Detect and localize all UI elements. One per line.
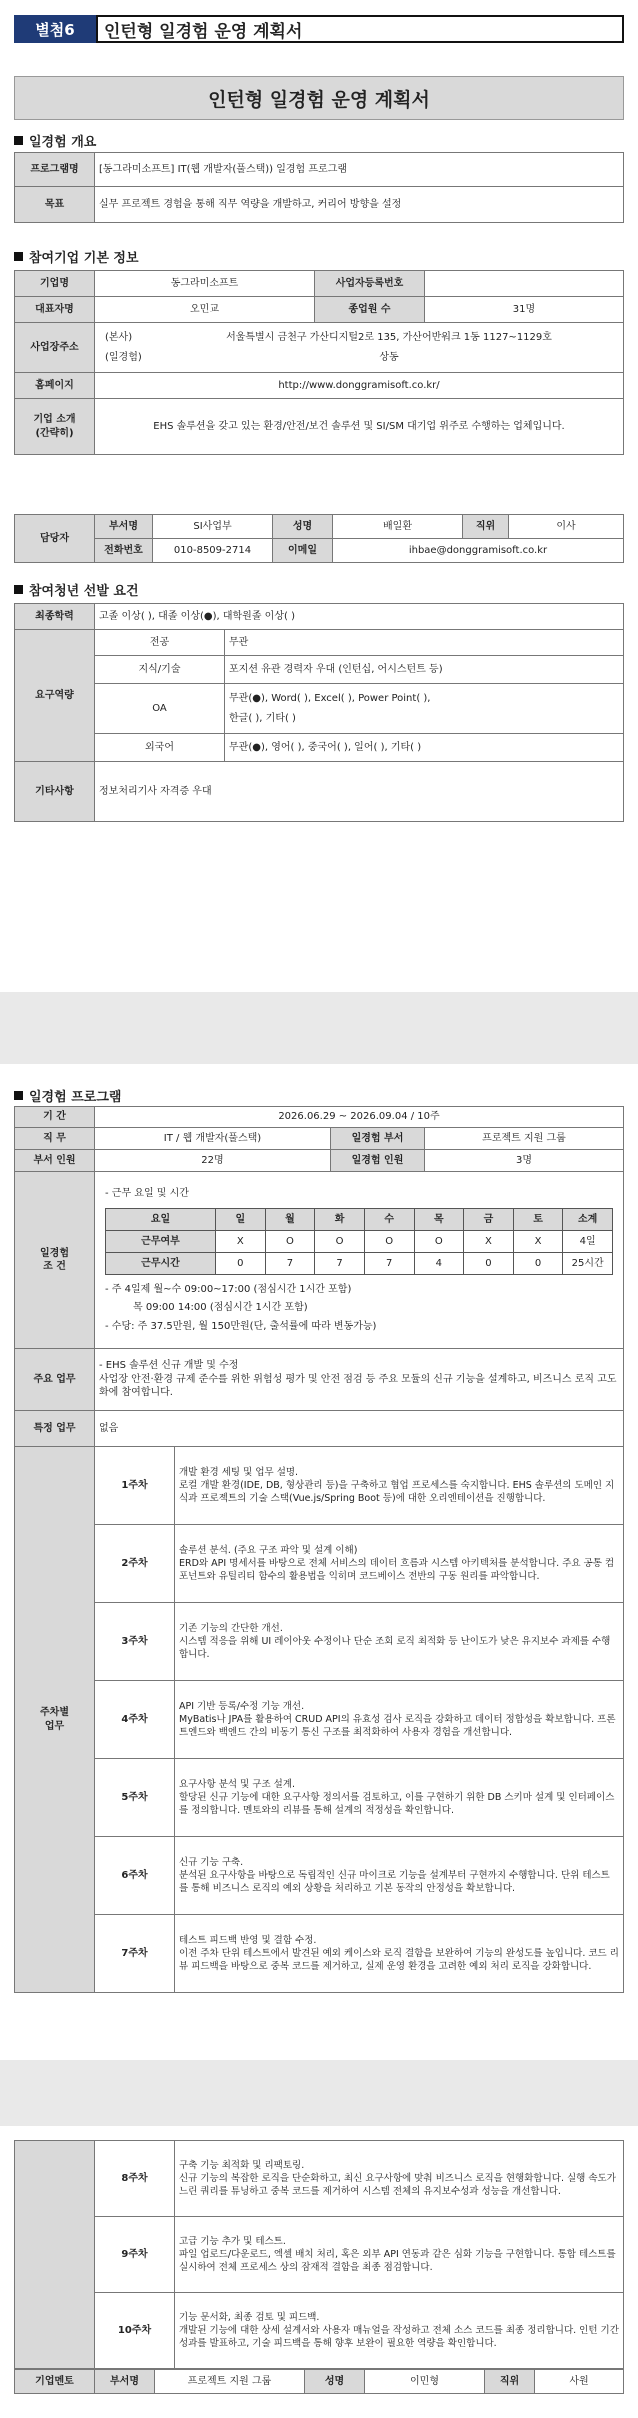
address-value: [95, 323, 624, 373]
condition-label: 일경험 조 건: [15, 1172, 95, 1349]
bizno-label: 사업자등록번호: [315, 271, 425, 297]
schedule-cell: X: [216, 1231, 266, 1253]
job-label: 직 무: [15, 1128, 95, 1150]
week-label: 1주차: [95, 1447, 175, 1525]
schedule-cell: O: [265, 1231, 315, 1253]
mentor-table: [14, 2369, 624, 2394]
week-label: 7주차: [95, 1915, 175, 1993]
staff-value: 22명: [95, 1150, 331, 1172]
page-gap: [0, 2060, 638, 2126]
condition-title: - 근무 요일 및 시간: [105, 1187, 189, 1199]
intro-value: EHS 솔루션을 갖고 있는 환경/안전/보건 솔루션 및 SI/SM 대기업 위주로 수행하는 업체입니다.: [95, 399, 624, 455]
ceo-label: 대표자명: [15, 297, 95, 323]
oa-value-line-1: 무관(●), Word( ), Excel( ), Power Point( ),: [229, 693, 431, 704]
bizno-value: [425, 271, 624, 297]
address-work-tag: (일경험): [105, 351, 142, 363]
email-label: 이메일: [273, 539, 333, 563]
section-heading-overview: [14, 131, 96, 150]
requirements-table: [14, 603, 624, 822]
trainee-label: 일경험 인원: [331, 1150, 425, 1172]
section-heading-company: [14, 247, 139, 266]
schedule-header-cell: 월: [265, 1209, 315, 1231]
position-value: 이사: [509, 515, 624, 539]
schedule-cell: 0: [464, 1253, 514, 1275]
square-bullet-icon: [14, 585, 23, 594]
ceo-value: 오민교: [95, 297, 315, 323]
address-main-value: 서울특별시 금천구 가산디지털2로 135, 가산어반워크 1동 1127~1129호: [226, 332, 552, 343]
condition-line-2: 목 09:00 14:00 (점심시간 1시간 포함): [133, 1301, 308, 1313]
schedule-cell: 7: [364, 1253, 414, 1275]
schedule-header-cell: 소계: [563, 1209, 613, 1231]
weekly-table-2: [14, 2140, 624, 2394]
week-text: 개발 환경 세팅 및 업무 설명. 로컬 개발 환경(IDE, DB, 형상관리 등)을 구축하고 협업 프로세스를 숙지합니다. EHS 솔루션의 도메인 지식과 프로젝트의 기술 스택(Vue.js/Spring Boot 등)에 대한 오리엔테이션을 진행합니다.: [175, 1447, 624, 1525]
week-label: 4주차: [95, 1681, 175, 1759]
tel-label: 전화번호: [95, 539, 153, 563]
contact-table: [14, 514, 624, 563]
goal-value: 실무 프로젝트 경험을 통해 직무 역량을 개발하고, 커리어 방향을 설정: [95, 187, 624, 223]
staff-label: 부서 인원: [15, 1150, 95, 1172]
schedule-cell: 7: [315, 1253, 365, 1275]
schedule-row-label: 근무시간: [106, 1253, 216, 1275]
email-value[interactable]: ihbae@donggramisoft.co.kr: [333, 539, 624, 563]
mentor-label: 기업멘토: [15, 2370, 95, 2394]
education-label: 최종학력: [15, 604, 95, 630]
week-label: 9주차: [95, 2217, 175, 2293]
contact-label: 담당자: [15, 515, 95, 563]
schedule-header-cell: 화: [315, 1209, 365, 1231]
work-dept-label: 일경험 부서: [331, 1128, 425, 1150]
schedule-header-cell: 수: [364, 1209, 414, 1231]
schedule-header-row: [106, 1209, 613, 1231]
schedule-cell: O: [364, 1231, 414, 1253]
duty-line-1: - EHS 솔루션 신규 개발 및 수정: [99, 1360, 239, 1372]
dept-value: SI사업부: [153, 515, 273, 539]
square-bullet-icon: [14, 252, 23, 261]
week-text: 신규 기능 구축. 분석된 요구사항을 바탕으로 독립적인 신규 마이크로 기능을 설계부터 구현까지 수행합니다. 단위 테스트를 통해 비즈니스 로직의 예외 상황을 처리하고 기본 동작의 안정성을 확보합니다.: [175, 1837, 624, 1915]
homepage-link[interactable]: http://www.donggramisoft.co.kr/: [95, 373, 624, 399]
week-text: 요구사항 분석 및 구조 설계. 할당된 신규 기능에 대한 요구사항 정의서를 검토하고, 이를 구현하기 위한 DB 스키마 설계 및 인터페이스를 정의합니다. 멘토와의 리뷰를 통해 설계의 적정성을 확인합니다.: [175, 1759, 624, 1837]
section-title: 참여청년 선발 요건: [29, 584, 139, 599]
schedule-cell: 4일: [563, 1231, 613, 1253]
schedule-cell: 25시간: [563, 1253, 613, 1275]
skill-label: 지식/기술: [95, 656, 225, 684]
program-table: [14, 1106, 624, 1447]
week-text: 고급 기능 추가 및 테스트. 파일 업로드/다운로드, 엑셀 배치 처리, 혹은 외부 API 연동과 같은 심화 기능을 구현합니다. 통합 테스트를 실시하여 전체 프로세스 상의 잠재적 결함을 최종 점검합니다.: [175, 2217, 624, 2293]
week-text: API 기반 등록/수정 기능 개선. MyBatis나 JPA를 활용하여 CRUD API의 유효성 검사 로직을 강화하고 데이터 정합성을 확보합니다. 프론트엔드와 백엔드 간의 비동기 통신 구조를 최적화하여 사용자 경험을 개선합니다.: [175, 1681, 624, 1759]
schedule-cell: O: [315, 1231, 365, 1253]
page-3: [0, 2126, 638, 2418]
week-label: 5주차: [95, 1759, 175, 1837]
week-text: 기존 기능의 간단한 개선. 시스템 적응을 위해 UI 레이아웃 수정이나 단순 조회 로직 최적화 등 난이도가 낮은 유지보수 과제를 수행합니다.: [175, 1603, 624, 1681]
page-1: [0, 0, 638, 992]
schedule-cell: O: [414, 1231, 464, 1253]
company-table: [14, 270, 624, 455]
schedule-cell: X: [513, 1231, 563, 1253]
education-value: 고졸 이상( ), 대졸 이상(●), 대학원졸 이상( ): [95, 604, 624, 630]
section-heading-requirements: [14, 580, 139, 599]
homepage-label: 홈페이지: [15, 373, 95, 399]
address-work-value: 상동: [379, 351, 399, 363]
weekly-table-1: [14, 1446, 624, 1993]
mentor-dept-value: 프로젝트 지원 그룹: [155, 2370, 305, 2394]
schedule-cell: 0: [513, 1253, 563, 1275]
schedule-header-cell: 목: [414, 1209, 464, 1231]
duty-value: [95, 1349, 624, 1411]
week-label: 3주차: [95, 1603, 175, 1681]
work-dept-value: 프로젝트 지원 그룹: [425, 1128, 624, 1150]
attachment-badge: 별첨6: [14, 15, 96, 43]
square-bullet-icon: [14, 1091, 23, 1100]
schedule-row: [106, 1231, 613, 1253]
section-title: 일경험 프로그램: [29, 1090, 122, 1105]
position-label: 직위: [463, 515, 509, 539]
week-text: 테스트 피드백 반영 및 결함 수정. 이전 주차 단위 테스트에서 발견된 예외 케이스와 로직 결함을 보완하여 기능의 완성도를 높입니다. 코드 리뷰 피드백을 바탕으로 중복 코드를 제거하고, 실제 운영 환경을 고려한 예외 처리 로직을 강화합니다.: [175, 1915, 624, 1993]
job-value: IT / 웹 개발자(풀스택): [95, 1128, 331, 1150]
address-label: 사업장주소: [15, 323, 95, 373]
language-label: 외국어: [95, 734, 225, 762]
mentor-name-label: 성명: [305, 2370, 365, 2394]
period-label: 기 간: [15, 1107, 95, 1128]
square-bullet-icon: [14, 136, 23, 145]
address-main-tag: (본사): [105, 332, 133, 343]
employees-label: 종업원 수: [315, 297, 425, 323]
schedule-cell: 4: [414, 1253, 464, 1275]
major-value: 무관: [225, 630, 624, 656]
ability-label: 요구역량: [15, 630, 95, 762]
intro-label: 기업 소개 (간략히): [15, 399, 95, 455]
goal-label: 목표: [15, 187, 95, 223]
week-text: 기능 문서화, 최종 검토 및 피드백. 개발된 기능에 대한 상세 설계서와 사용자 매뉴얼을 작성하고 전체 소스 코드를 최종 정리합니다. 인턴 기간 성과를 발표하고, 기술 피드백을 통해 향후 보완이 필요한 역량을 확인합니다.: [175, 2293, 624, 2369]
condition-line-3: - 수당: 주 37.5만원, 월 150만원(단, 출석률에 따라 변동가능): [105, 1321, 377, 1332]
person-name-value: 배일환: [333, 515, 463, 539]
etc-label: 기타사항: [15, 762, 95, 822]
language-value: 무관(●), 영어( ), 중국어( ), 일어( ), 기타( ): [225, 734, 624, 762]
weekly-label-continued: [15, 2141, 95, 2369]
special-duty-value: 없음: [95, 1411, 624, 1447]
schedule-row: [106, 1253, 613, 1275]
mentor-position-value: 사원: [535, 2370, 624, 2394]
schedule-cell: 7: [265, 1253, 315, 1275]
program-name-value: [동그라미소프트] IT(웹 개발자(풀스택)) 일경험 프로그램: [95, 153, 624, 187]
oa-label: OA: [95, 684, 225, 734]
company-name-label: 기업명: [15, 271, 95, 297]
schedule-cell: X: [464, 1231, 514, 1253]
duty-label: 주요 업무: [15, 1349, 95, 1411]
page-banner: 인턴형 일경험 운영 계획서: [14, 76, 624, 120]
mentor-name-value: 이민형: [365, 2370, 485, 2394]
dept-label: 부서명: [95, 515, 153, 539]
company-name-value: 동그라미소프트: [95, 271, 315, 297]
week-label: 2주차: [95, 1525, 175, 1603]
condition-content: [95, 1172, 624, 1349]
condition-line-1: - 주 4일제 월~수 09:00~17:00 (점심시간 1시간 포함): [105, 1284, 352, 1295]
section-title: 참여기업 기본 정보: [29, 251, 139, 266]
special-duty-label: 특정 업무: [15, 1411, 95, 1447]
period-value: 2026.06.29 ~ 2026.09.04 / 10주: [95, 1107, 624, 1128]
week-text: 구축 기능 최적화 및 리팩토링. 신규 기능의 복잡한 로직을 단순화하고, 최신 요구사항에 맞춰 비즈니스 로직을 현행화합니다. 실행 속도가 느린 쿼리를 튜닝하고 중복 코드를 제거하여 시스템 전체의 유지보수성과 성능을 개선합니다.: [175, 2141, 624, 2217]
week-label: 6주차: [95, 1837, 175, 1915]
schedule-header-cell: 일: [216, 1209, 266, 1231]
schedule-header-cell: 금: [464, 1209, 514, 1231]
skill-value: 포지션 유관 경력자 우대 (인턴십, 어시스턴트 등): [225, 656, 624, 684]
schedule-header-cell: 요일: [106, 1209, 216, 1231]
mentor-position-label: 직위: [485, 2370, 535, 2394]
page-gap: [0, 992, 638, 1064]
week-label: 10주차: [95, 2293, 175, 2369]
oa-value: [225, 684, 624, 734]
week-label: 8주차: [95, 2141, 175, 2217]
etc-value: 정보처리기사 자격증 우대: [95, 762, 624, 822]
page-2: [0, 1064, 638, 2060]
tel-value: 010-8509-2714: [153, 539, 273, 563]
oa-value-line-2: 한글( ), 기타( ): [229, 712, 296, 724]
duty-line-2: 사업장 안전·환경 규제 준수를 위한 위험성 평가 및 안전 점검 등 주요 모듈의 신규 기능을 설계하고, 비즈니스 로직 고도화에 참여합니다.: [99, 1373, 617, 1399]
week-text: 솔루션 분석. (주요 구조 파악 및 설계 이해) ERD와 API 명세서를 바탕으로 전체 서비스의 데이터 흐름과 시스템 아키텍처를 분석합니다. 주요 공통 컴포넌트와 유틸리티 함수의 활용법을 익히며 코드베이스 전반의 구동 원리를 파악합니다.: [175, 1525, 624, 1603]
section-title: 일경험 개요: [29, 135, 97, 150]
section-heading-program: [14, 1086, 121, 1105]
major-label: 전공: [95, 630, 225, 656]
schedule-row-label: 근무여부: [106, 1231, 216, 1253]
weekly-label: 주차별 업무: [15, 1447, 95, 1993]
header-title: 인턴형 일경험 운영 계획서: [96, 15, 624, 43]
schedule-header-cell: 토: [513, 1209, 563, 1231]
person-name-label: 성명: [273, 515, 333, 539]
program-name-label: 프로그램명: [15, 153, 95, 187]
trainee-value: 3명: [425, 1150, 624, 1172]
schedule-table: [105, 1208, 613, 1275]
schedule-cell: 0: [216, 1253, 266, 1275]
employees-value: 31명: [425, 297, 624, 323]
overview-table: [14, 152, 624, 223]
mentor-dept-label: 부서명: [95, 2370, 155, 2394]
